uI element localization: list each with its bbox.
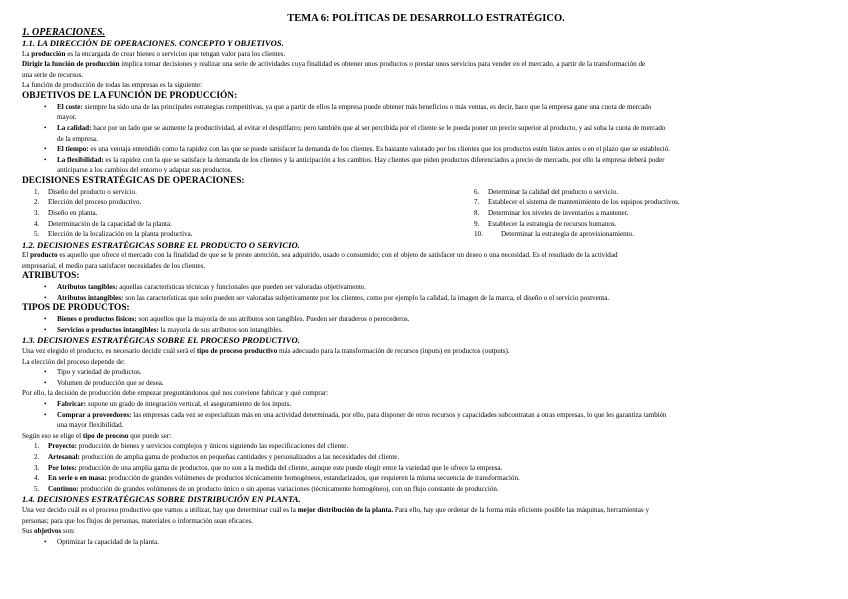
section-1-4-heading: 1.4. DECISIONES ESTRATÉGICAS SOBRE DISTRIBUCIÓN EN PLANTA. (22, 494, 301, 505)
paragraph-tipo-proceso: Según eso se elige el tipo de proceso que puede ser: (22, 431, 172, 440)
list-item: 3. Por lotes: producción de una amplia gama de productos, que no son a la medida del cliente, aunque este puede elegir entre la variedad que le ofrece la empresa. (34, 463, 503, 472)
paragraph-eleccion: La elección del proceso depende de: (22, 357, 126, 366)
section-1-3-heading: 1.3. DECISIONES ESTRATÉGICAS SOBRE EL PROCESO PRODUCTIVO. (22, 335, 300, 346)
list-item: • El coste: siempre ha sido una de las principales estrategias competitivas, ya que a partir de ellos la empresa puede obtener más beneficios o más ventas, es decir, hace que la empresa gane una cuota de mercado mayor. (44, 102, 830, 123)
paragraph-dirigir-cont: una serie de recursos. (22, 70, 84, 79)
paragraph-proceso: Una vez elegido el producto, es necesario decidir cuál será el tipo de proceso productivo más adecuado para la transformación de recursos (inputs) en productos (outputs). (22, 347, 510, 356)
list-item: 4. Determinación de la capacidad de la planta. (34, 219, 172, 228)
list-item: • El tiempo: es una ventaja entendido como la rapidez con las que se puede satisfacer la demanda de los clientes. Es bastante valorado por los clientes que los productos estén listos antes o en el plazo que se estableció. (44, 144, 830, 155)
paragraph-objetivos: Sus objetivos son: (22, 527, 75, 536)
paragraph-distribucion: Una vez decido cuál es el proceso productivo que vamos a utilizar, hay que determinar cuál es la mejor distribución de la planta. Para ello, hay que ordenar de la forma más eficiente posible las máquinas, herramientas y (22, 505, 650, 514)
list-item: 4. En serie o en masa: producción de grandes volúmenes de productos técnicamente homogéneos, estandarizados, que requieren la misma secuencia de transformación. (34, 474, 520, 483)
decisions-columns (22, 187, 830, 240)
list-item: • Servicios o productos intangibles: la mayoría de sus atributos son intangibles. (44, 325, 830, 336)
list-item: • Bienes o productos físicos: son aquellos que la mayoría de sus atributos son tangibles. Pueden ser duraderos o perecederos. (44, 314, 830, 325)
list-item: • Comprar a proveedores: las empresas cada vez se especializan más en una actividad determinada, por ello, para disponer de otros recursos y capacidades subcontratan a otras empresas, lo que les garantiza también una mayor flexibilidad. (44, 410, 830, 431)
list-item: 2. Elección del proceso productivo. (34, 198, 142, 207)
objectives-list (22, 102, 830, 176)
list-item: • Atributos tangibles: aquellas características técnicas y funcionales que pueden ser valoradas objetivamente. (44, 282, 830, 293)
list-item: 3. Diseño en planta. (34, 208, 98, 217)
list-item: • Optimizar la capacidad de la planta. (44, 537, 830, 548)
list-item: 6. Determinar la calidad del producto o servicio. (474, 187, 619, 196)
layout-objectives-list (22, 537, 830, 548)
list-item: 5. Elección de la localización en la planta productiva. (34, 230, 193, 239)
list-item: • La calidad: hace por un lado que se aumente la productividad, al evitar el despilfarro; pero también que al ser percibida por el cliente se le pueda poner un precio superior al producto, y así suba la cuota de mercado de la empresa. (44, 123, 830, 144)
section-1-2-heading: 1.2. DECISIONES ESTRATÉGICAS SOBRE EL PRODUCTO O SERVICIO. (22, 239, 300, 250)
paragraph-fabricar-comprar: Por ello, la decisión de producción debe empezar preguntándonos qué nos conviene fabricar y qué comprar: (22, 389, 329, 398)
section-1-heading: 1. OPERACIONES. (22, 27, 106, 38)
paragraph-produccion: La producción es la encargada de crear bienes o servicios que tengan valor para los clientes. (22, 49, 286, 58)
list-item: 2. Artesanal: producción de amplia gama de productos en pequeñas cantidades y personalizados a las necesidades del cliente. (34, 452, 400, 461)
paragraph-funcion: La función de producción de todas las empresas es la siguiente: (22, 81, 203, 90)
list-item: • Tipo y variedad de productos. (44, 367, 830, 378)
list-item: • La flexibilidad: es la rapidez con la que se satisface la demanda de los clientes y la anticipación a los cambios. Hay clientes que piden productos diferenciados a precio de mercado, por ello la empresa deberá poder anticiparse a los cambios del entorno y adaptar sus productos. (44, 155, 830, 176)
list-item: 7. Establecer el sistema de mantenimiento de los equipos productivos. (474, 198, 680, 207)
process-types-list (22, 441, 830, 494)
attributes-heading: ATRIBUTOS: (22, 271, 80, 282)
list-item: • Atributos intangibles: son las características que solo pueden ser valoradas subjetivamente por los clientes, como por ejemplo la calidad, la imagen de la marca, el diseño o el servicio postventa. (44, 293, 830, 304)
list-item: 10. Determinar la estrategia de aprovisionamiento. (474, 230, 634, 239)
product-types-heading: TIPOS DE PRODUCTOS: (22, 303, 130, 314)
product-types-list (22, 314, 830, 335)
paragraph-producto: El producto es aquello que ofrece el mercado con la finalidad de que se le preste atención, sea adquirido, usado o consumido; con el objeto de satisfacer un deseo o una necesidad. Es el resultado de la actividad (22, 251, 618, 260)
list-item: • Volumen de producción que se desea. (44, 378, 830, 389)
paragraph-distribucion-cont: personas; para que los flujos de personas, materiales o información sean eficaces. (22, 516, 254, 525)
section-1-1-heading: 1.1. LA DIRECCIÓN DE OPERACIONES. CONCEPTO Y OBJETIVOS. (22, 38, 284, 48)
list-item: 1. Proyecto: producción de bienes y servicios complejos y únicos siguiendo las especificaciones del cliente. (34, 442, 349, 451)
paragraph-dirigir: Dirigir la función de producción implica tomar decisiones y realizar una serie de actividades cuya finalidad es obtener unos productos o prestar unos servicios para vender en el mercado, a partir de la transformación de (22, 60, 646, 69)
list-item: 1. Diseño del producto o servicio. (34, 187, 137, 196)
objectives-heading: OBJETIVOS DE LA FUNCIÓN DE PRODUCCIÓN: (22, 90, 238, 101)
depends-list (22, 367, 830, 388)
paragraph-producto-cont: empresarial, el medio para satisfacer necesidades de los clientes. (22, 261, 206, 270)
make-buy-list (22, 399, 830, 431)
document-title: TEMA 6: POLÍTICAS DE DESARROLLO ESTRATÉGICO. (287, 13, 565, 24)
attributes-list (22, 282, 830, 303)
list-item: • Fabricar: supone un grado de integración vertical, el aseguramiento de los inputs. (44, 399, 830, 410)
list-item: 9. Establecer la estrategia de recursos humanos. (474, 219, 617, 228)
list-item: 5. Continuo: producción de grandes volúmenes de un producto único o sin apenas variaciones (técnicamente homogéneo), con un flujo constante de producción. (34, 484, 499, 493)
decisions-list-left (22, 187, 472, 240)
decisions-heading: DECISIONES ESTRATÉGICAS DE OPERACIONES: (22, 175, 245, 186)
decisions-list-right (472, 187, 830, 240)
list-item: 8. Determinar los niveles de inventarios a mantener. (474, 208, 629, 217)
